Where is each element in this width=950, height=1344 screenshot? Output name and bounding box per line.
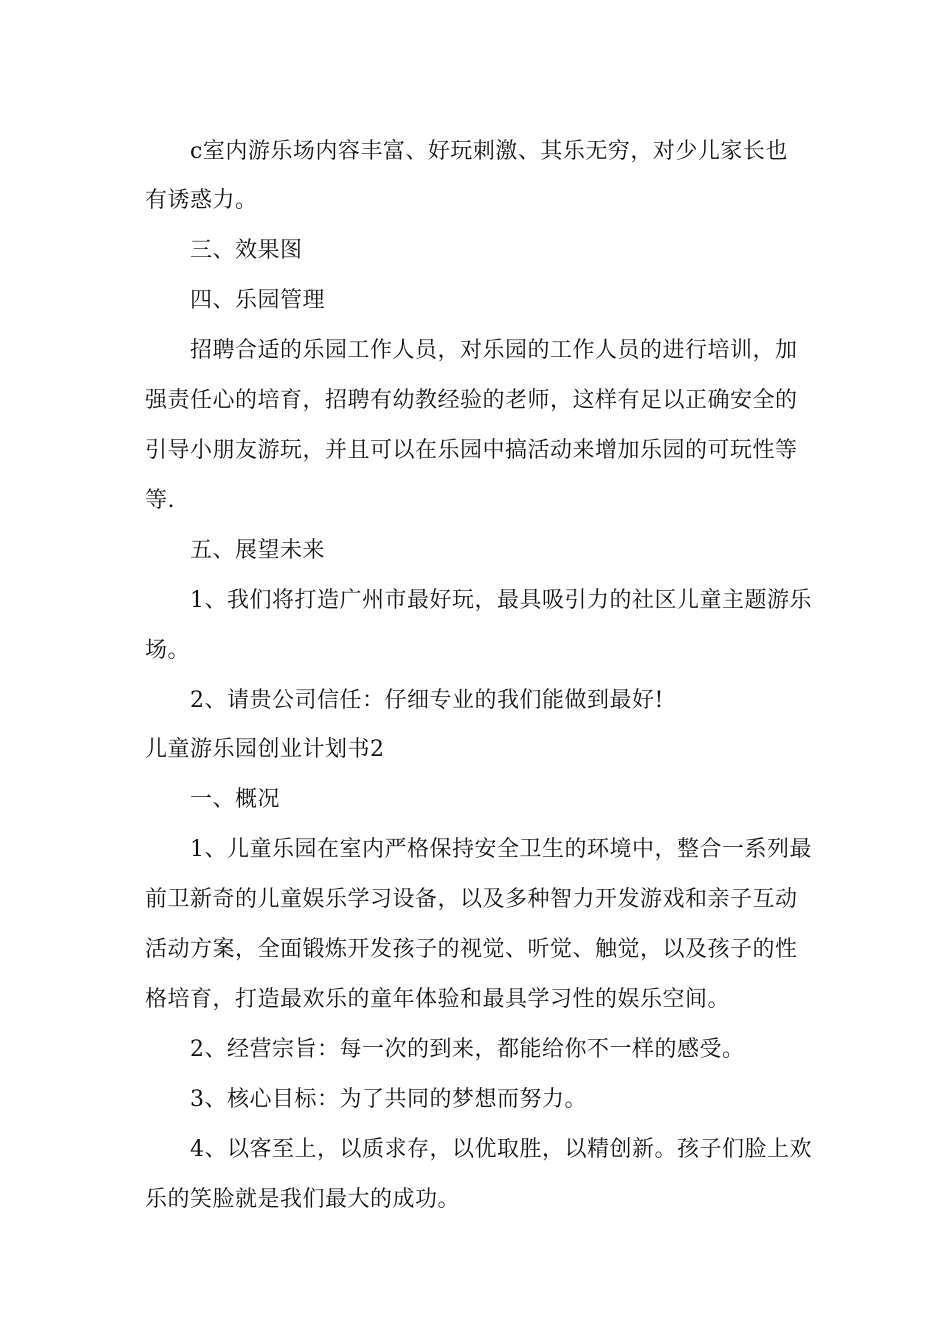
section-heading: 四、乐园管理 (190, 288, 326, 313)
paragraph-line: 3、核心目标：为了共同的梦想而努力。 (190, 1087, 587, 1112)
paragraph-line: 场。 (145, 638, 191, 663)
section-heading: 五、展望未来 (190, 538, 326, 563)
paragraph-line: 乐的笑脸就是我们最大的成功。 (145, 1187, 461, 1212)
paragraph-line: 等. (145, 488, 175, 513)
document-title: 儿童游乐园创业计划书2 (145, 737, 385, 762)
paragraph-line: 引导小朋友游玩，并且可以在乐园中搞活动来增加乐园的可玩性等 (145, 438, 798, 463)
paragraph-line: 有诱惑力。 (145, 188, 258, 213)
paragraph-line: 2、经营宗旨：每一次的到来，都能给你不一样的感受。 (190, 1037, 745, 1062)
paragraph-line: 招聘合适的乐园工作人员，对乐园的工作人员的进行培训，加 (190, 338, 798, 363)
paragraph-line: 活动方案，全面锻炼开发孩子的视觉、听觉、触觉，以及孩子的性 (145, 937, 798, 962)
paragraph-line: 强责任心的培育，招聘有幼教经验的老师，这样有足以正确安全的 (145, 388, 798, 413)
paragraph-line: c室内游乐场内容丰富、好玩刺激、其乐无穷，对少儿家长也 (190, 139, 788, 164)
paragraph-line: 1、儿童乐园在室内严格保持安全卫生的环境中，整合一系列最 (190, 837, 812, 862)
paragraph-line: 前卫新奇的儿童娱乐学习设备，以及多种智力开发游戏和亲子互动 (145, 887, 798, 912)
section-heading: 一、概况 (190, 787, 281, 812)
paragraph-line: 1、我们将打造广州市最好玩，最具吸引力的社区儿童主题游乐 (190, 588, 812, 613)
paragraph-line: 格培育，打造最欢乐的童年体验和最具学习性的娱乐空间。 (145, 987, 731, 1012)
paragraph-line: 2、请贵公司信任：仔细专业的我们能做到最好! (190, 688, 664, 713)
paragraph-line: 4、以客至上，以质求存，以优取胜，以精创新。孩子们脸上欢 (190, 1137, 812, 1162)
section-heading: 三、效果图 (190, 238, 303, 263)
